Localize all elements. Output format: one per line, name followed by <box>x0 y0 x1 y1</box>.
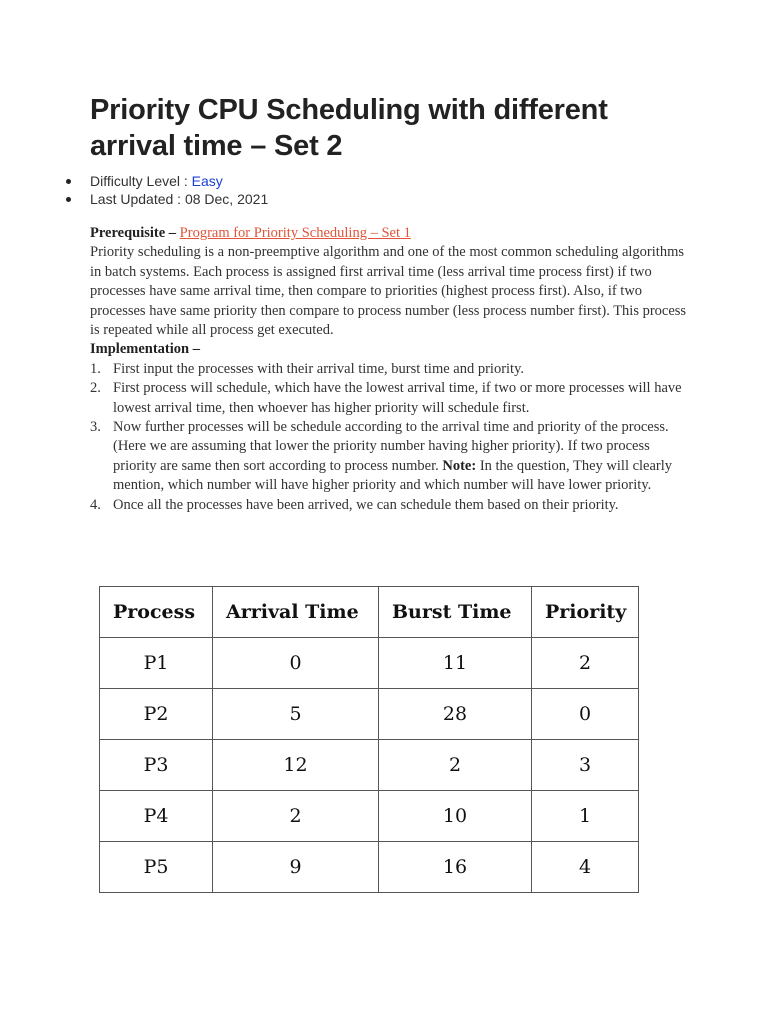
priority-cell: 1 <box>532 791 639 842</box>
list-item <box>90 418 690 496</box>
step-text: Now further processes will be schedule according to the arrival time and priority of the process. (Here we are assuming that lower the priority number having higher priority). If two process priority are same then sort according to process number. <box>113 419 669 474</box>
note-text: In the question, They will clearly mention, which number will have higher priority and which number will have lower priority. <box>113 457 673 494</box>
list-item <box>90 360 690 379</box>
article <box>90 92 690 515</box>
process-cell: P3 <box>100 740 213 791</box>
arrival-time-cell: 5 <box>213 689 379 740</box>
priority-cell: 2 <box>532 638 639 689</box>
difficulty-item <box>90 172 690 190</box>
table-row <box>100 689 639 740</box>
arrival-time-cell: 12 <box>213 740 379 791</box>
step-number: 1. <box>90 360 101 377</box>
process-cell: P1 <box>100 638 213 689</box>
list-item <box>90 496 690 515</box>
burst-time-cell: 2 <box>379 740 532 791</box>
table-row <box>100 842 639 893</box>
priority-cell: 3 <box>532 740 639 791</box>
arrival-time-cell: 0 <box>213 638 379 689</box>
priority-cell: 4 <box>532 842 639 893</box>
arrival-time-cell: 9 <box>213 842 379 893</box>
burst-time-cell: 10 <box>379 791 532 842</box>
prerequisite-line <box>90 224 690 243</box>
process-cell: P5 <box>100 842 213 893</box>
table-header-row <box>100 587 639 638</box>
column-header-priority: Priority <box>532 587 639 638</box>
last-updated-item <box>90 190 690 208</box>
page-title: Priority CPU Scheduling with different arrival time – Set 2 <box>90 94 608 162</box>
column-header-burst-time: Burst Time <box>379 587 532 638</box>
step-text: Once all the processes have been arrived, we can schedule them based on their priority. <box>113 496 619 513</box>
table-row <box>100 740 639 791</box>
process-cell: P4 <box>100 791 213 842</box>
difficulty-link[interactable]: Easy <box>191 173 223 189</box>
table-row <box>100 638 639 689</box>
priority-cell: 0 <box>532 689 639 740</box>
prerequisite-link[interactable]: Program for Priority Scheduling – Set 1 <box>179 225 411 241</box>
column-header-process: Process <box>100 587 213 638</box>
step-text: First process will schedule, which have the lowest arrival time, if two or more processes will have lowest arrival time, then whoever has higher priority will schedule first. <box>113 380 682 416</box>
process-cell: P2 <box>100 689 213 740</box>
column-header-arrival-time: Arrival Time <box>213 587 379 638</box>
difficulty-label: Difficulty Level : <box>90 173 192 189</box>
prerequisite-label: Prerequisite – <box>90 225 177 241</box>
article-body <box>90 224 690 515</box>
burst-time-cell: 16 <box>379 842 532 893</box>
step-number: 2. <box>90 380 101 397</box>
list-item <box>90 379 690 418</box>
table-row <box>100 791 639 842</box>
last-updated-value: 08 Dec, 2021 <box>184 191 269 207</box>
last-updated-label: Last Updated : <box>90 191 185 207</box>
bullet-icon <box>66 179 71 184</box>
step-text: First input the processes with their arrival time, burst time and priority. <box>113 360 525 377</box>
implementation-heading: Implementation – <box>90 341 200 358</box>
process-table <box>99 586 639 893</box>
burst-time-cell: 28 <box>379 689 532 740</box>
step-number: 4. <box>90 496 101 513</box>
implementation-steps <box>90 360 690 515</box>
burst-time-cell: 11 <box>379 638 532 689</box>
intro-paragraph: Priority scheduling is a non-preemptive algorithm and one of the most common scheduling algorithms in batch systems. Each process is assigned first arrival time (less arrival time process first) if two processes have same arrival time, then compare to priorities (highest process first). Also, if two processes have same priority then compare to process number (less process number first). This process is repeated while all process get executed. <box>90 244 687 339</box>
note-label: Note: <box>442 457 477 474</box>
arrival-time-cell: 2 <box>213 791 379 842</box>
article-meta <box>90 172 690 208</box>
bullet-icon <box>66 197 71 202</box>
step-number: 3. <box>90 419 101 436</box>
